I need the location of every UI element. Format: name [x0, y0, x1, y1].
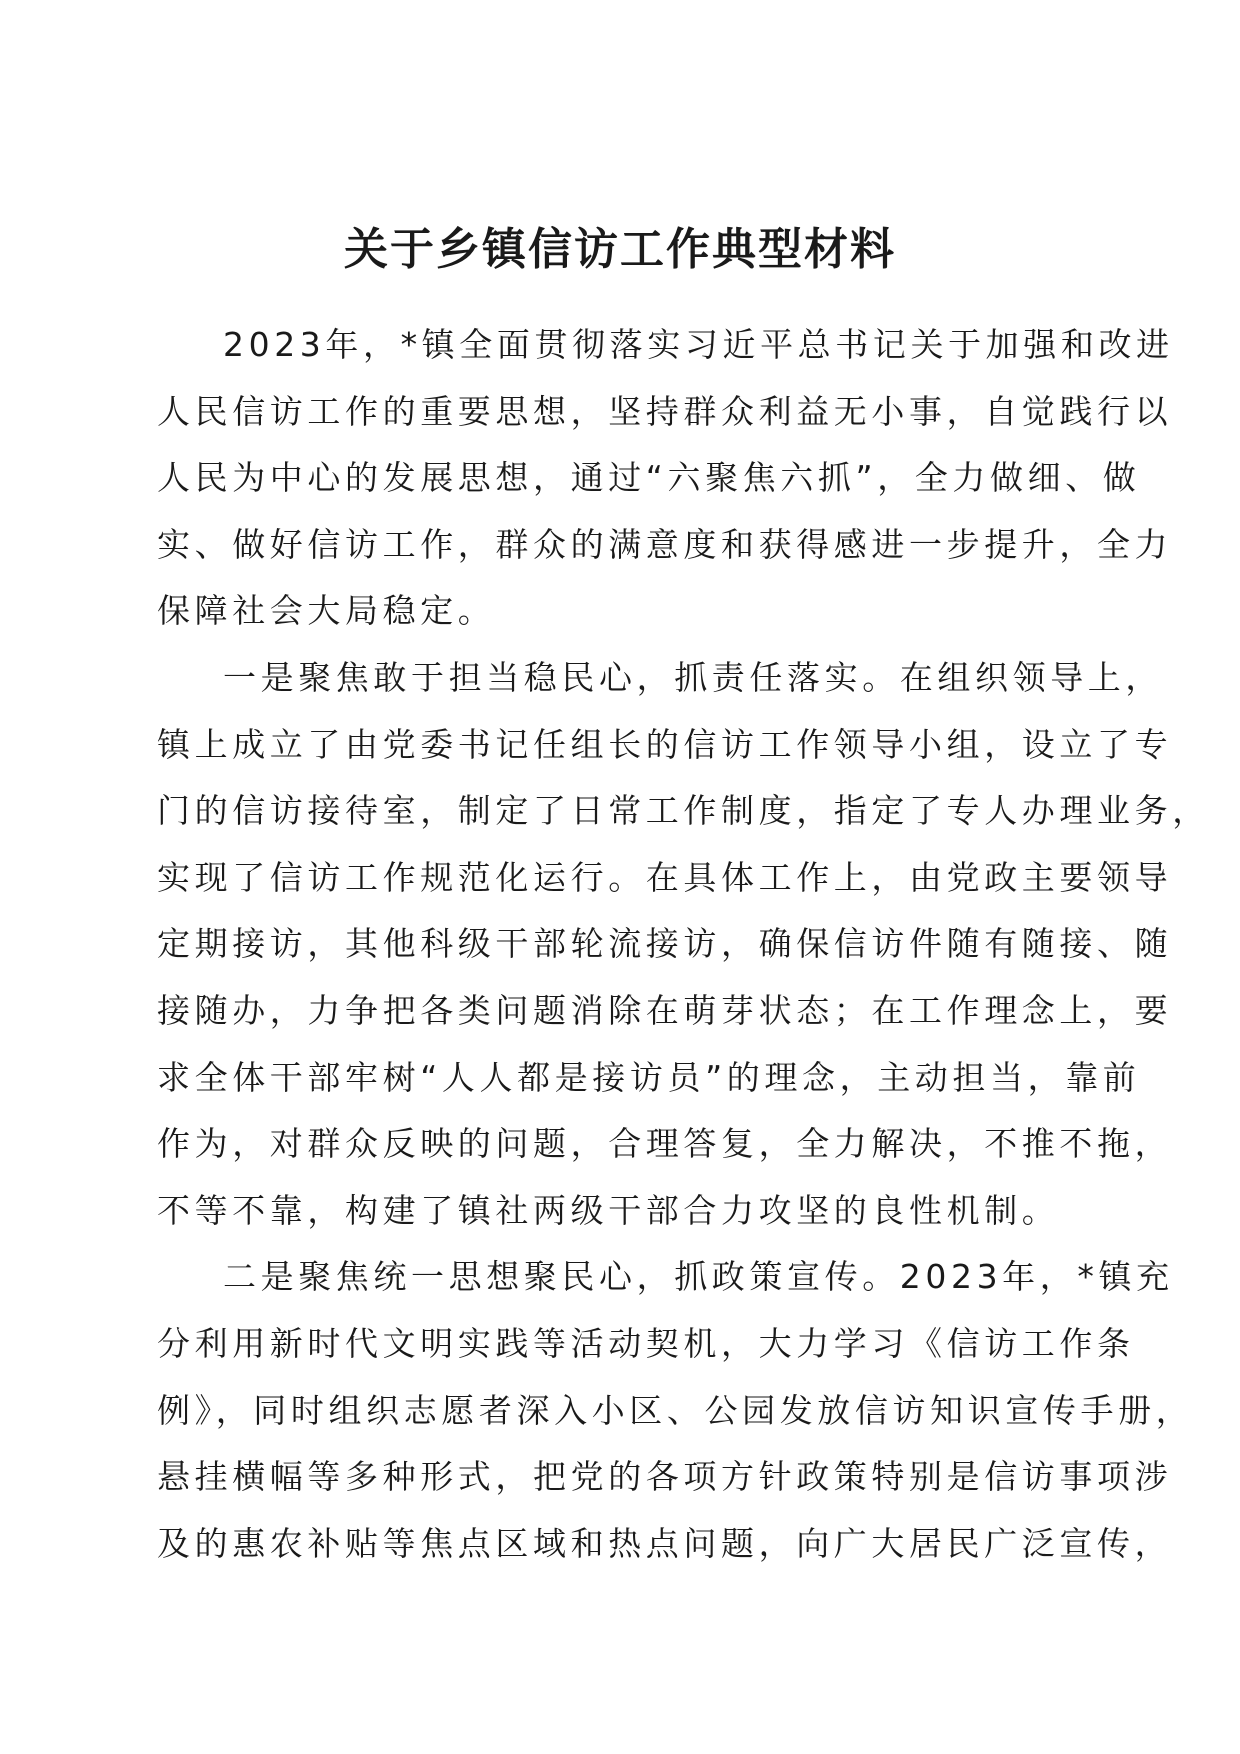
paragraph-line: 作为，对群众反映的问题，合理答复，全力解决，不推不拖， [157, 1124, 1173, 1164]
paragraph-line: 不等不靠，构建了镇社两级干部合力攻坚的良性机制。 [157, 1190, 1060, 1230]
paragraph-line: 悬挂横幅等多种形式，把党的各项方针政策特别是信访事项涉 [157, 1457, 1173, 1497]
paragraph-line: 门的信访接待室，制定了日常工作制度，指定了专人办理业务， [157, 791, 1210, 831]
paragraph-line: 求全体干部牢树“人人都是接访员”的理念，主动担当，靠前 [157, 1057, 1141, 1097]
document-body [157, 312, 1210, 1577]
paragraph-line: 定期接访，其他科级干部轮流接访，确保信访件随有随接、随 [157, 924, 1173, 964]
paragraph-line: 人民信访工作的重要思想，坚持群众利益无小事，自觉践行以 [157, 391, 1173, 431]
paragraph-line: 接随办，力争把各类问题消除在萌芽状态；在工作理念上，要 [157, 990, 1173, 1030]
paragraph-line: 实、做好信访工作，群众的满意度和获得感进一步提升，全力 [157, 524, 1173, 564]
paragraph-line: 二是聚焦统一思想聚民心，抓政策宣传。2023年，*镇充 [223, 1257, 1174, 1297]
paragraph-intro [157, 312, 1174, 645]
paragraph-line: 及的惠农补贴等焦点区域和热点问题，向广大居民广泛宣传， [157, 1523, 1173, 1563]
document-title: 关于乡镇信访工作典型材料 [344, 224, 896, 275]
paragraph-first-point [157, 645, 1210, 1244]
paragraph-line: 例》，同时组织志愿者深入小区、公园发放信访知识宣传手册， [157, 1390, 1194, 1430]
paragraph-second-point [157, 1244, 1194, 1577]
paragraph-line: 一是聚焦敢于担当稳民心，抓责任落实。在组织领导上， [223, 657, 1163, 697]
paragraph-line: 分利用新时代文明实践等活动契机，大力学习《信访工作条 [157, 1323, 1135, 1363]
paragraph-line: 保障社会大局稳定。 [157, 591, 496, 631]
paragraph-line: 人民为中心的发展思想，通过“六聚焦六抓”，全力做细、做 [157, 458, 1141, 498]
paragraph-line: 2023年，*镇全面贯彻落实习近平总书记关于加强和改进 [223, 325, 1174, 364]
paragraph-line: 镇上成立了由党委书记任组长的信访工作领导小组，设立了专 [157, 724, 1173, 764]
paragraph-line: 实现了信访工作规范化运行。在具体工作上，由党政主要领导 [157, 857, 1173, 897]
